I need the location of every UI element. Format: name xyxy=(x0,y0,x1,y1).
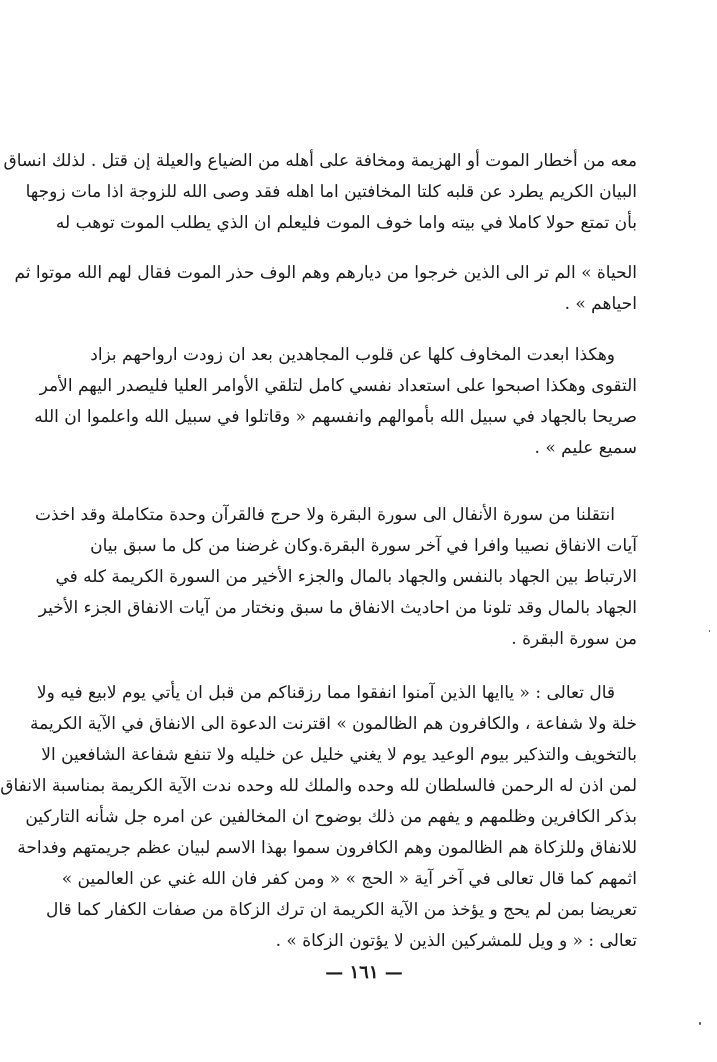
paragraph-5 xyxy=(0,678,637,957)
text-line: بأن تمتع حولا كاملا في بيته واما خوف الموت فليعلم ان الذي يطلب الموت توهب له xyxy=(55,213,637,233)
text-line: الارتباط بين الجهاد بالنفس والجهاد بالمال والجزء الأخير من السورة الكريمة كله في xyxy=(55,567,637,587)
scan-speck xyxy=(709,630,710,632)
text-line: البيان الكريم يطرد عن قلبه كلتا المخافتين اما اهله فقد وصى الله للزوجة اذا مات زوجها xyxy=(25,182,637,202)
scan-speck xyxy=(699,1022,701,1025)
paragraph-3 xyxy=(34,340,637,464)
text-line: معه من أخطار الموت أو الهزيمة ومخافة على أهله من الضياع والعيلة إن قتل . لذلك انساق xyxy=(3,151,637,171)
text-line: وهكذا ابعدت المخاوف كلها عن قلوب المجاهدين بعد ان زودت ارواحهم بزاد xyxy=(90,345,615,365)
text-line: خلة ولا شفاعة ، والكافرون هم الظالمون » اقترنت الدعوة الى الانفاق في الآية الكريمة xyxy=(30,714,637,734)
text-line: سميع عليم » . xyxy=(534,438,637,458)
paragraph-2 xyxy=(14,258,637,320)
paragraph-4 xyxy=(34,500,637,655)
paragraph-1 xyxy=(3,146,637,239)
text-line: اثمهم كما قال تعالى في آخر آية « الحج » « ومن كفر فان الله غني عن العالمين » xyxy=(61,869,637,889)
text-line: آيات الانفاق نصيبا وافرا في آخر سورة البقرة.وكان غرضنا من كل ما سبق بيان xyxy=(90,536,637,556)
text-line: قال تعالى : « ياايها الذين آمنوا انفقوا مما رزقناكم من قبل ان يأتي يوم لابيع فيه ولا xyxy=(36,683,615,703)
text-line: بذكر الكافرين وظلمهم و يفهم من ذلك بوضوح ان المخالفين عن امره جل شأنه التاركين xyxy=(25,807,637,827)
text-line: تعريضا بمن لم يحج و يؤخذ من الآية الكريمة ان ترك الزكاة من صفات الكفار كما قال xyxy=(45,900,637,920)
text-line: صريحا بالجهاد في سبيل الله بأموالهم وانفسهم « وقاتلوا في سبيل الله واعلموا ان الله xyxy=(34,407,637,427)
text-line: الجهاد بالمال وقد تلونا من احاديث الانفاق ما سبق ونختار من آيات الانفاق الجزء الأخير xyxy=(38,598,637,618)
text-line: بالتخويف والتذكير بيوم الوعيد يوم لا يغني خليل عن خليله ولا تنفع شفاعة الشافعين الا xyxy=(41,745,637,765)
text-line: انتقلنا من سورة الأنفال الى سورة البقرة ولا حرج فالقرآن وحدة متكاملة وقد اخذت xyxy=(34,505,615,525)
text-line: الحياة » الم تر الى الذين خرجوا من ديارهم وهم الوف حذر الموت فقال لهم الله موتوا ثم xyxy=(14,263,637,283)
page-number: — ١٦١ — xyxy=(325,962,403,983)
text-line: للانفاق وللزكاة هم الظالمون وهم الكافرون سموا بهذا الاسم لبيان عظم جريمتهم وفداحة xyxy=(17,838,637,858)
text-line: التقوى وهكذا اصبحوا على استعداد نفسي كامل لتلقي الأوامر العليا فليصدر اليهم الأمر xyxy=(39,376,637,396)
text-line: احياهم » . xyxy=(564,294,637,314)
text-line: لمن اذن له الرحمن فالسلطان لله وحده والملك لله وحده ندت الآية الكريمة بمناسبة الانفاق xyxy=(0,776,637,796)
text-line: من سورة البقرة . xyxy=(511,629,637,649)
text-line: تعالى : « و ويل للمشركين الذين لا يؤتون الزكاة » . xyxy=(275,931,637,951)
